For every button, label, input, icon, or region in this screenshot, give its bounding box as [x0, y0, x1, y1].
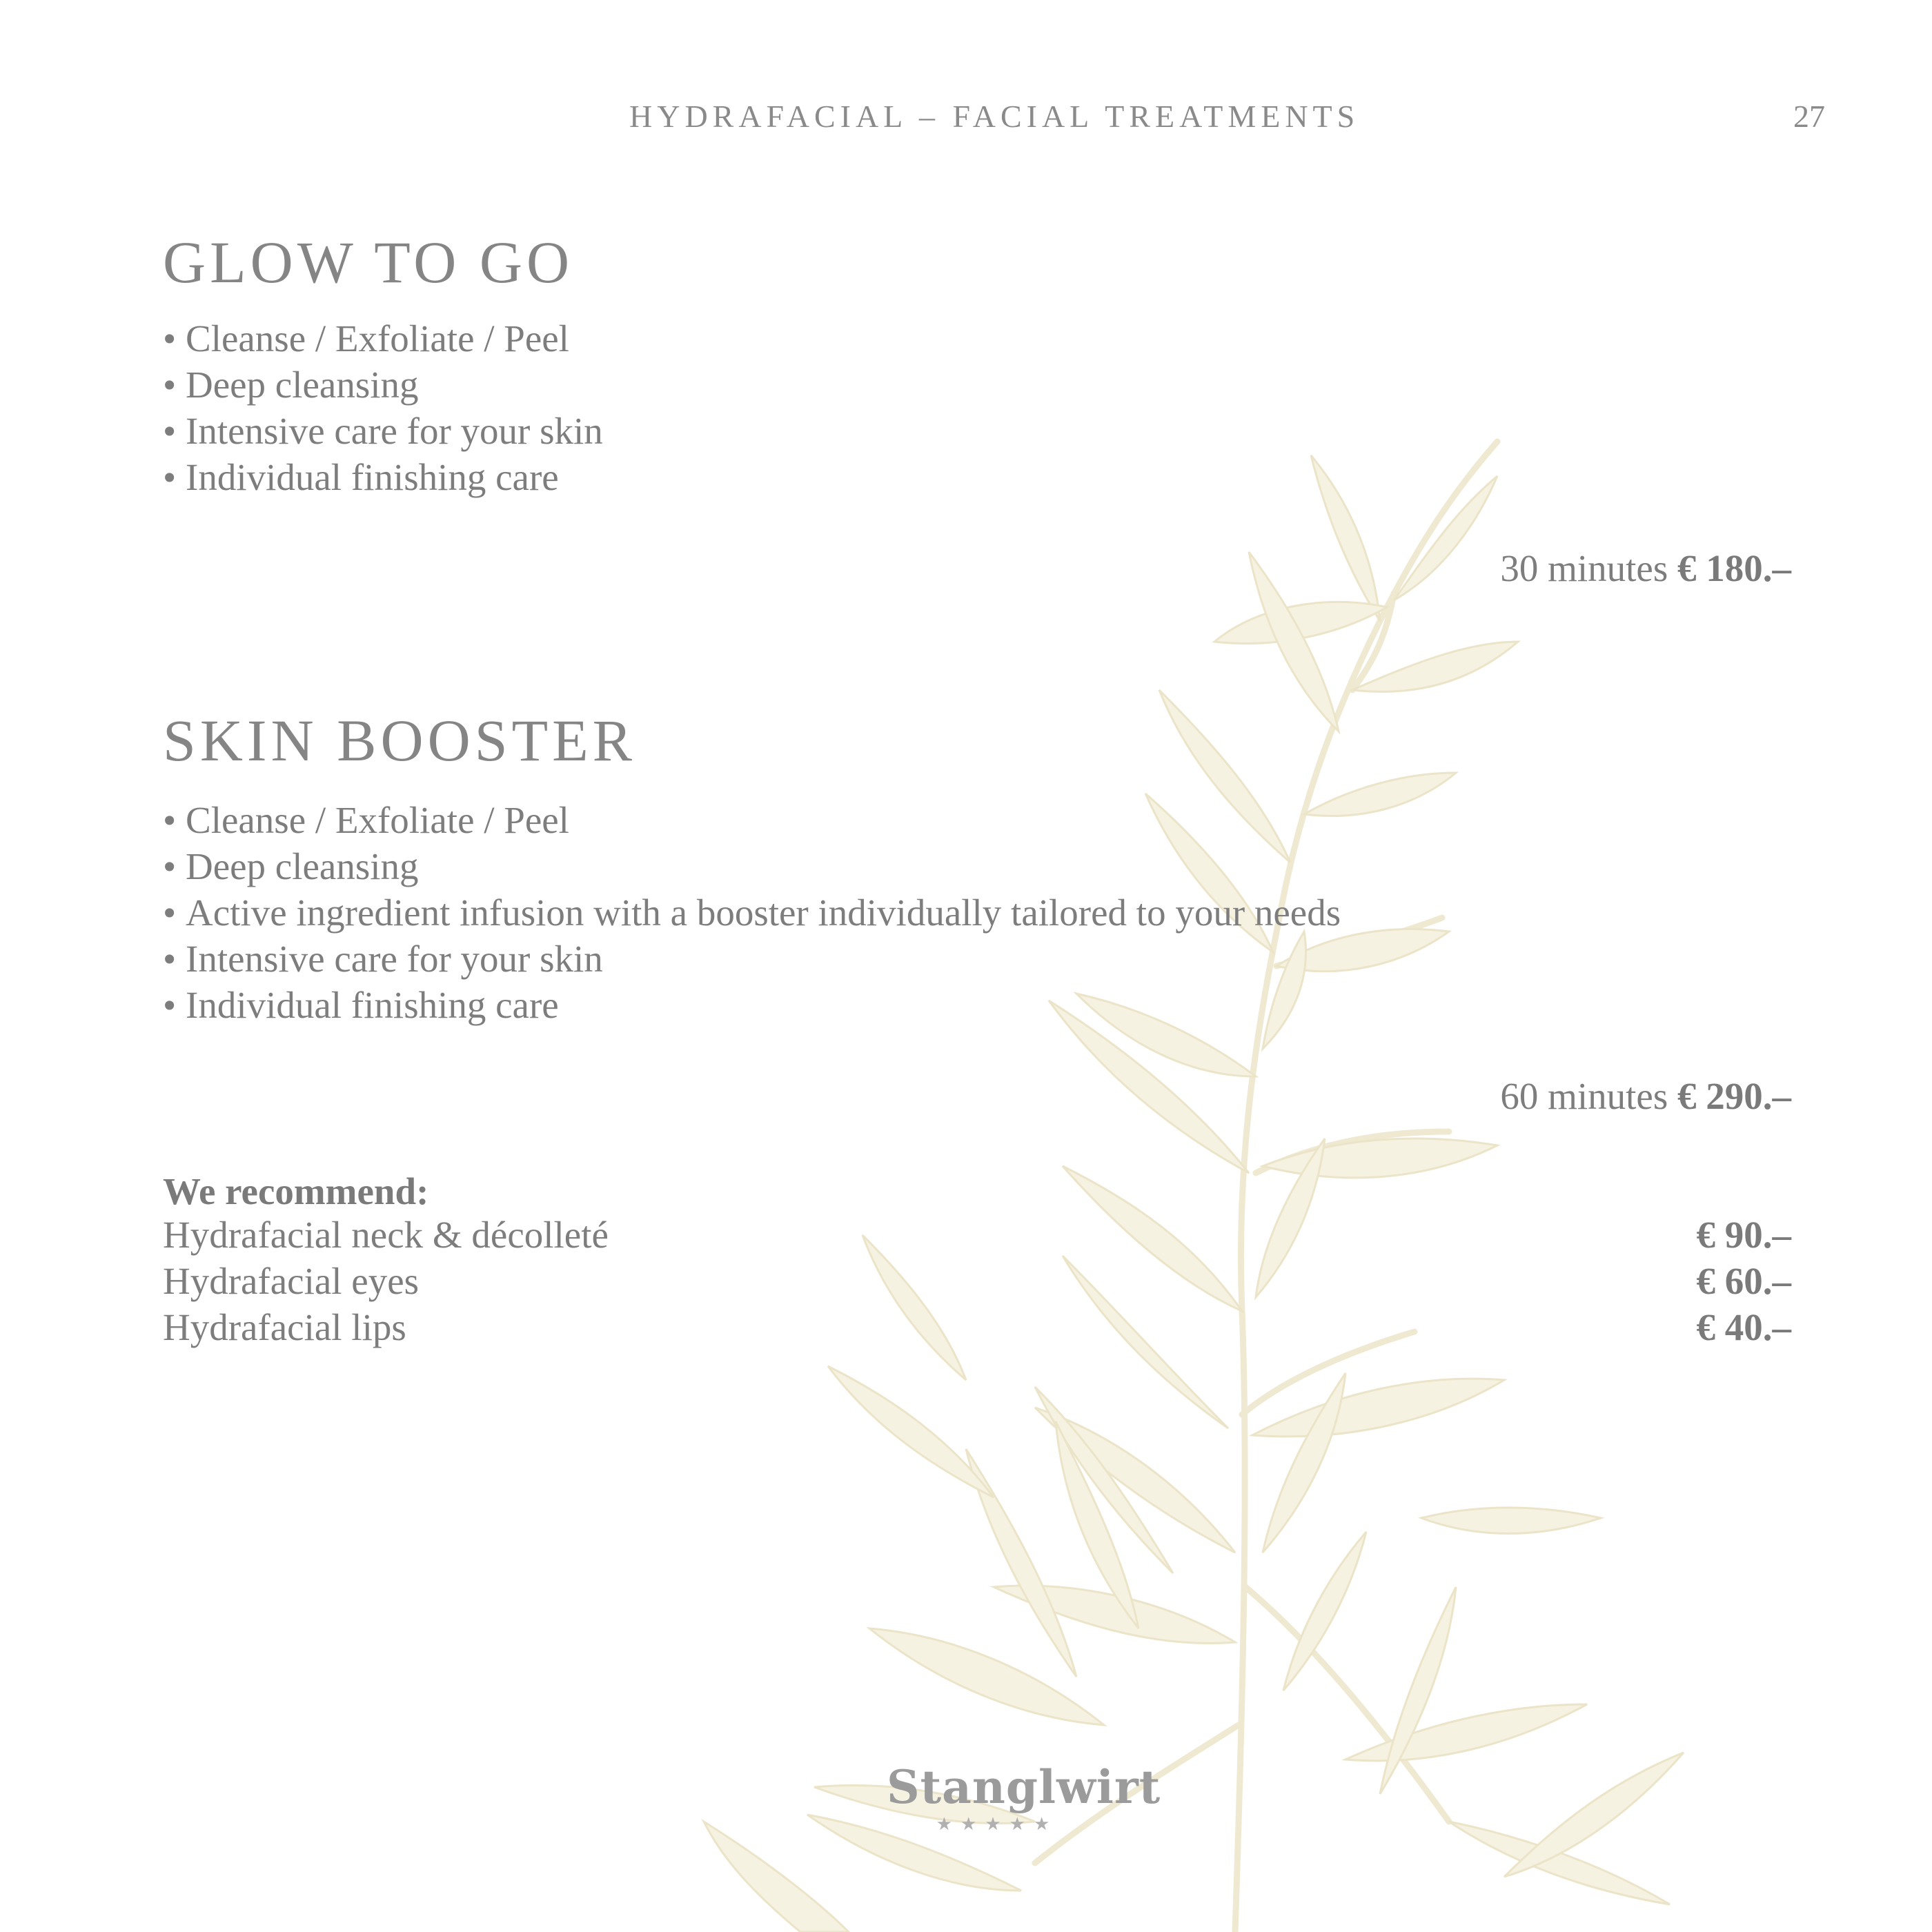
- treatment-title-skin-booster: SKIN BOOSTER: [163, 707, 637, 773]
- list-item: • Cleanse / Exfoliate / Peel: [163, 315, 603, 362]
- stanglwirt-logo: [887, 1760, 1161, 1835]
- running-head: HYDRAFACIAL – FACIAL TREATMENTS: [629, 99, 1360, 134]
- logo-wordmark: Stanglwirt: [887, 1760, 1161, 1814]
- addon-row: [163, 1213, 1791, 1259]
- addon-row: [163, 1259, 1791, 1305]
- list-item: • Intensive care for your skin: [163, 936, 1341, 982]
- addon-price: € 90.–: [1696, 1214, 1791, 1256]
- addon-price: € 60.–: [1696, 1260, 1791, 1302]
- duration-price-skin-booster: [1500, 1074, 1791, 1118]
- star-rating-icon: ★★★★★: [936, 1814, 1058, 1834]
- duration: 60 minutes: [1500, 1075, 1668, 1117]
- price: € 180.–: [1677, 547, 1791, 589]
- list-item: • Individual finishing care: [163, 454, 603, 500]
- recommend-heading: We recommend:: [163, 1170, 429, 1212]
- list-item: • Deep cleansing: [163, 843, 1341, 889]
- addon-row: [163, 1305, 1791, 1352]
- list-item: • Intensive care for your skin: [163, 408, 603, 454]
- list-item: • Cleanse / Exfoliate / Peel: [163, 797, 1341, 843]
- price: € 290.–: [1677, 1075, 1791, 1117]
- list-item: • Individual finishing care: [163, 982, 1341, 1028]
- treatment-title-glow-to-go: GLOW TO GO: [163, 229, 574, 295]
- treatment-steps-skin-booster: [163, 797, 1341, 1028]
- page-number: 27: [1793, 99, 1825, 134]
- addon-name: Hydrafacial lips: [163, 1306, 406, 1348]
- addon-name: Hydrafacial neck & décolleté: [163, 1214, 609, 1256]
- duration-price-glow-to-go: [1500, 546, 1791, 590]
- duration: 30 minutes: [1500, 547, 1668, 589]
- list-item: • Deep cleansing: [163, 362, 603, 408]
- addon-price: € 40.–: [1696, 1306, 1791, 1348]
- treatment-steps-glow-to-go: [163, 315, 603, 500]
- list-item: • Active ingredient infusion with a booster individually tailored to your needs: [163, 889, 1341, 936]
- addon-name: Hydrafacial eyes: [163, 1260, 420, 1302]
